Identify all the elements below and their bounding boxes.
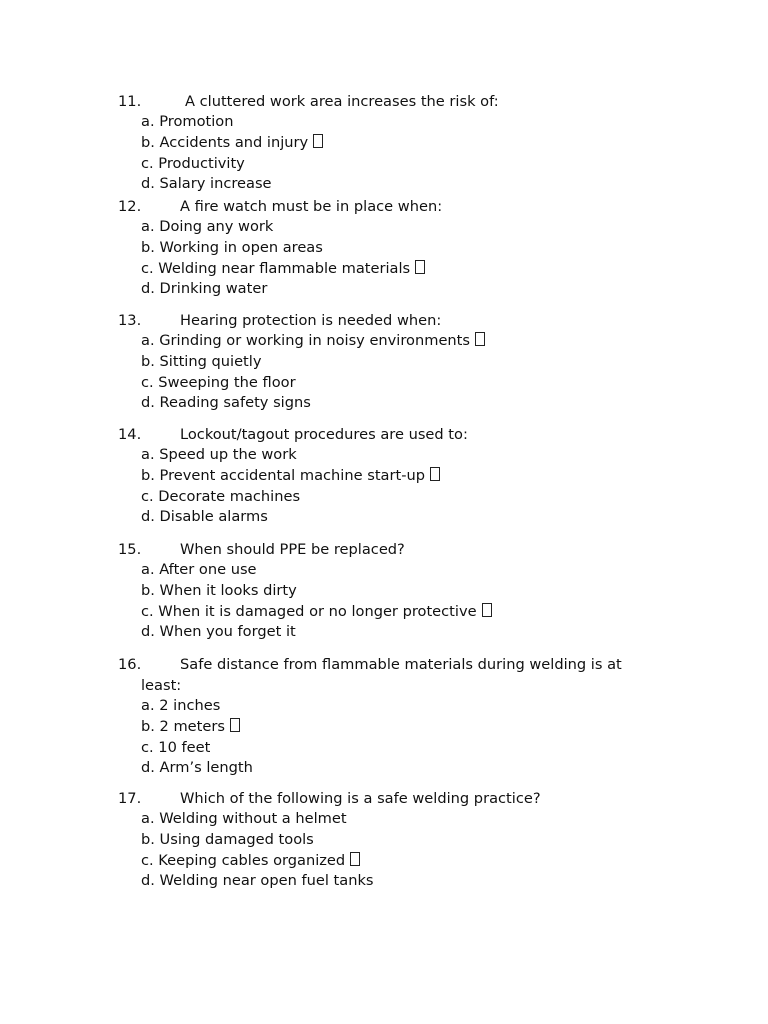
option-item [141, 758, 658, 779]
option-text: a. Welding without a helmet [141, 810, 347, 827]
option-item [141, 830, 658, 851]
option-text: d. Salary increase [141, 175, 272, 193]
answer-mark-icon [415, 260, 425, 274]
option-item [141, 466, 658, 487]
answer-mark-icon [230, 718, 240, 732]
option-text: d. When you forget it [141, 623, 296, 641]
question-11 [118, 91, 658, 195]
option-text: a. Grinding or working in noisy environments [141, 332, 470, 349]
options-list [141, 696, 658, 779]
question-number: 16. [118, 656, 142, 673]
option-text: a. Promotion [141, 113, 234, 130]
question-15 [118, 539, 658, 643]
question-number: 15. [118, 541, 142, 558]
question-text: Which of the following is a safe welding practice? [180, 790, 541, 807]
question-number: 17. [118, 790, 142, 807]
option-text: b. Working in open areas [141, 238, 323, 256]
option-text: a. Doing any work [141, 218, 274, 235]
answer-mark-icon [482, 603, 492, 617]
option-text: a. 2 inches [141, 697, 221, 714]
answer-mark-icon [430, 467, 440, 481]
option-item [141, 112, 658, 133]
question-text: When should PPE be replaced? [180, 541, 405, 558]
option-item [141, 602, 658, 623]
question-number: 14. [118, 426, 142, 443]
option-item [141, 154, 658, 175]
option-text: b. 2 meters [141, 717, 225, 735]
options-list [141, 445, 658, 528]
answer-mark-icon [475, 332, 485, 346]
option-item [141, 487, 658, 508]
options-list [141, 331, 658, 414]
options-list [141, 217, 658, 300]
option-item [141, 133, 658, 154]
option-item [141, 217, 658, 238]
option-item [141, 259, 658, 280]
option-item [141, 871, 658, 892]
option-item [141, 174, 658, 195]
option-text: b. Accidents and injury [141, 133, 309, 151]
option-text: c. Decorate machines [141, 487, 301, 505]
option-item [141, 373, 658, 394]
option-item [141, 331, 658, 352]
option-text: d. Drinking water [141, 280, 268, 298]
question-16 [118, 654, 658, 779]
option-text: c. Keeping cables organized [141, 851, 346, 869]
option-text: c. Sweeping the floor [141, 373, 296, 391]
options-list [141, 809, 658, 892]
option-item [141, 717, 658, 738]
option-text: b. Sitting quietly [141, 352, 262, 370]
question-17 [118, 788, 658, 892]
question-number: 13. [118, 312, 142, 329]
option-text: c. When it is damaged or no longer protective [141, 602, 477, 620]
option-item [141, 851, 658, 872]
option-item [141, 352, 658, 373]
option-text: c. Welding near flammable materials [141, 259, 411, 277]
question-text: A fire watch must be in place when: [180, 198, 443, 215]
question-text-continuation: least: [141, 677, 182, 694]
question-text: Safe distance from flammable materials during welding is at [180, 656, 622, 673]
option-item [141, 393, 658, 414]
option-text: d. Reading safety signs [141, 394, 311, 412]
options-list [141, 112, 658, 195]
question-text: A cluttered work area increases the risk of: [185, 93, 499, 110]
option-item [141, 581, 658, 602]
option-text: c. 10 feet [141, 738, 211, 756]
option-item [141, 809, 658, 830]
question-text: Lockout/tagout procedures are used to: [180, 426, 468, 443]
option-text: d. Arm’s length [141, 759, 253, 777]
option-item [141, 279, 658, 300]
option-item [141, 738, 658, 759]
question-12 [118, 196, 658, 300]
answer-mark-icon [313, 134, 323, 148]
option-text: d. Disable alarms [141, 508, 268, 526]
option-item [141, 696, 658, 717]
question-number: 11. [118, 93, 142, 110]
answer-mark-icon [350, 852, 360, 866]
option-item [141, 560, 658, 581]
option-text: b. Using damaged tools [141, 830, 314, 848]
option-text: b. Prevent accidental machine start-up [141, 466, 425, 484]
question-text: Hearing protection is needed when: [180, 312, 442, 329]
options-list [141, 560, 658, 643]
question-13 [118, 310, 658, 414]
option-item [141, 622, 658, 643]
option-text: c. Productivity [141, 154, 245, 172]
option-text: d. Welding near open fuel tanks [141, 872, 374, 890]
option-text: b. When it looks dirty [141, 581, 297, 599]
option-item [141, 445, 658, 466]
option-text: a. After one use [141, 561, 257, 578]
option-text: a. Speed up the work [141, 446, 297, 463]
option-item [141, 238, 658, 259]
option-item [141, 507, 658, 528]
question-14 [118, 424, 658, 528]
question-number: 12. [118, 198, 142, 215]
